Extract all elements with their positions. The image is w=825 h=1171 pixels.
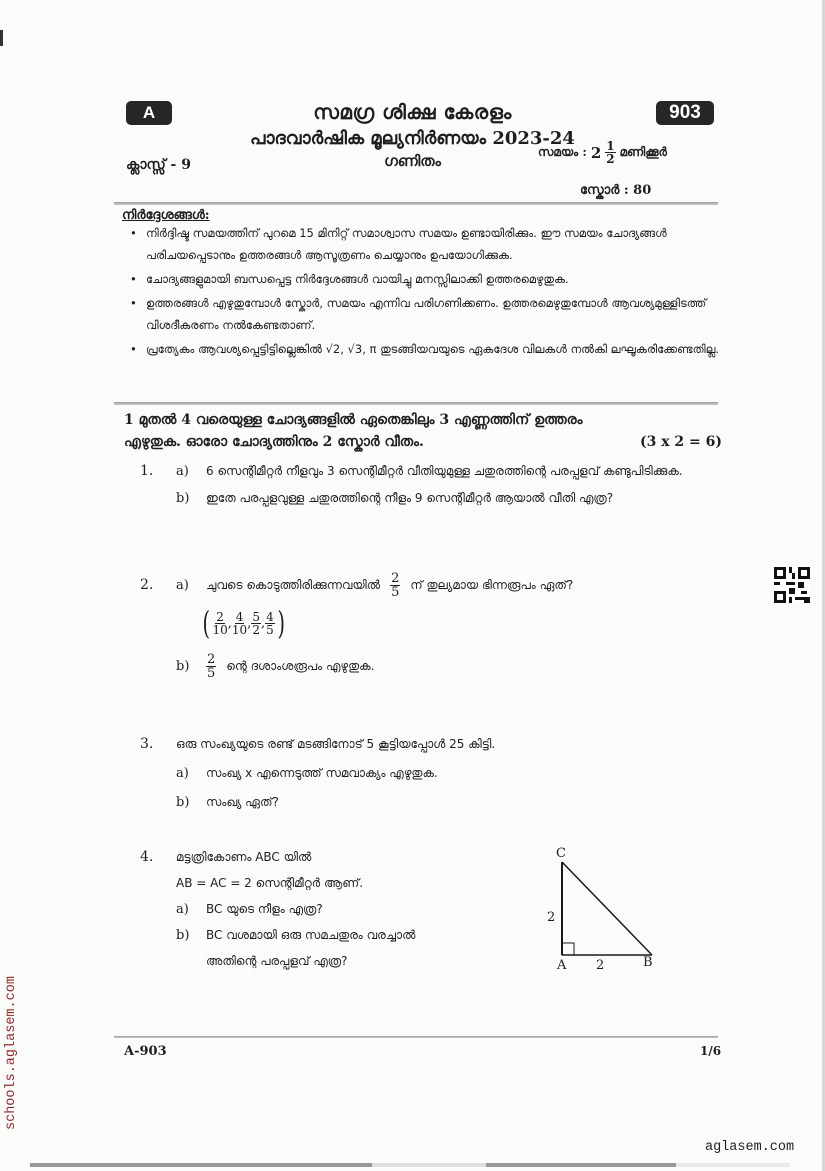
question-text: BC യുടെ നീളം എത്ര? (206, 902, 323, 916)
question-3 (140, 733, 725, 814)
paren-open: ( (202, 604, 210, 642)
question-stem: മട്ടത്രികോണം ABC യിൽ (176, 850, 312, 864)
watermark-vertical: schools.aglasem.com (4, 976, 19, 1130)
side-ac-label: 2 (547, 910, 556, 925)
paper-code-badge: 903 (656, 101, 714, 125)
part-label: a) (176, 902, 189, 917)
divider (114, 402, 718, 405)
footer-paper-code: A-903 (124, 1044, 167, 1059)
question-4 (140, 846, 540, 973)
bullet-icon: • (130, 342, 137, 356)
fraction: $\frac{2}{5}$ (207, 652, 216, 681)
exam-title: പാദവാർഷിക മൂല്യനിർണയം 2023-24 (250, 128, 575, 149)
watermark-bottom: aglasem.com (705, 1140, 795, 1155)
bullet-icon: • (130, 226, 137, 240)
time-allowed (538, 140, 667, 165)
total-score: സ്കോർ : 80 (580, 183, 652, 198)
part-label: b) (176, 928, 190, 943)
question-text: 6 സെന്റിമീറ്റർ നീളവും 3 സെന്റിമീറ്റർ വീതിയുമുള്ള ചതുരത്തിന്റെ പരപ്പളവ് കണ്ടുപിടിക്കുക. (206, 464, 683, 478)
option-fraction: $\frac{4}{10}$ (231, 609, 248, 637)
question-number: 3. (140, 736, 154, 752)
question-text: ന്റെ ദശാംശരൂപം എഴുതുക. (226, 659, 375, 673)
time-unit: മണിക്കൂർ (619, 145, 667, 159)
subject-title: ഗണിതം (384, 152, 441, 170)
time-label: സമയം : (538, 145, 587, 159)
side-ab-label: 2 (596, 958, 605, 973)
instruction-item: • പ്രത്യേകം ആവശ്യപ്പെട്ടിട്ടില്ലെങ്കിൽ √2, √3, π തുടങ്ങിയവയുടെ ഏകദേശ വിലകൾ നൽകി ലഘൂകരിക്കേണ്ടതില്ല. (130, 338, 720, 360)
instruction-item: • ചോദ്യങ്ങളുമായി ബന്ധപ്പെട്ട നിർദ്ദേശങ്ങൾ വായിച്ചു മനസ്സിലാക്കി ഉത്തരമെഴുതുക. (130, 268, 720, 290)
part-label: a) (176, 766, 189, 781)
time-fraction-denominator: 2 (606, 152, 615, 166)
question-number: 4. (140, 849, 154, 865)
part-label: a) (176, 578, 189, 593)
instruction-item: • നിർദ്ദിഷ്ട സമയത്തിന് പുറമെ 15 മിനിറ്റ് സമാശ്വാസ സമയം ഉണ്ടായിരിക്കും. ഈ സമയം ചോദ്യങ്ങൾ പരിചയപ്പെടാനും ഉത്തരങ്ങൾ ആസൂത്രണം ചെയ്യാനും ഉപയോഗിക്കുക. (130, 222, 720, 266)
bullet-icon: • (130, 296, 137, 310)
section-instruction-line1: 1 മുതൽ 4 വരെയുള്ള ചോദ്യങ്ങളിൽ ഏതെങ്കിലും 3 എണ്ണത്തിന് ഉത്തരം (124, 412, 583, 428)
question-stem: AB = AC = 2 സെന്റിമീറ്റർ ആണ്. (176, 876, 364, 890)
bullet-icon: • (130, 272, 137, 286)
section-instruction (124, 409, 722, 453)
question-number: 1. (140, 463, 154, 479)
part-label: b) (176, 659, 190, 674)
option-fraction: $\frac{5}{2}$ (252, 609, 260, 637)
question-text: ന് തുല്യമായ ഭിന്നരൂപം ഏത്? (410, 578, 574, 592)
fraction: $\frac{2}{5}$ (391, 571, 400, 600)
option-fraction: $\frac{2}{10}$ (212, 609, 228, 637)
organization-title: സമഗ്ര ശിക്ഷ കേരളം (313, 100, 512, 124)
instructions-heading: നിർദ്ദേശങ്ങൾ: (122, 208, 210, 223)
qr-code-icon (774, 566, 810, 604)
part-label: b) (176, 795, 190, 810)
scan-artifact (30, 1163, 790, 1167)
option-fraction: $\frac{4}{5}$ (266, 609, 274, 637)
divider (114, 202, 718, 205)
page-number: 1/6 (700, 1044, 722, 1058)
part-label: b) (176, 491, 190, 506)
question-2 (140, 572, 725, 680)
instructions-list (130, 222, 720, 362)
vertex-c-label: C (556, 846, 566, 861)
question-stem: ഒരു സംഖ്യയുടെ രണ്ട് മടങ്ങിനോട് 5 കൂട്ടിയപ്പോൾ 25 കിട്ടി. (176, 737, 496, 751)
question-text: സംഖ്യ x എന്നെടുത്ത് സമവാക്യം എഴുതുക. (206, 766, 438, 780)
paren-close: ) (277, 604, 285, 642)
class-label: ക്ലാസ്സ് - 9 (126, 157, 191, 173)
question-text: സംഖ്യ ഏത്? (206, 795, 279, 809)
time-whole: 2 (590, 143, 602, 162)
set-badge: A (126, 101, 172, 125)
question-number: 2. (140, 577, 154, 593)
question-text: ചുവടെ കൊടുത്തിരിക്കുന്നവയിൽ (206, 578, 381, 592)
time-fraction (605, 140, 615, 165)
answer-options: ( $\frac{2}{10}$ , $\frac{4}{10}$ , $\frac{5}{2}$ , $\frac{4}{5}$ ) (202, 604, 285, 642)
scan-artifact (0, 30, 3, 46)
vertex-a-label: A (557, 958, 567, 973)
time-fraction-numerator: 1 (606, 139, 615, 153)
question-1 (140, 460, 725, 510)
question-text: അതിന്റെ പരപ്പളവ് എത്ര? (206, 954, 348, 968)
question-text: BC വശമായി ഒരു സമചതുരം വരച്ചാൽ (206, 928, 416, 942)
instruction-item: • ഉത്തരങ്ങൾ എഴുതുമ്പോൾ സ്കോർ, സമയം എന്നിവ പരിഗണിക്കണം. ഉത്തരമെഴുതുമ്പോൾ ആവശ്യമുള്ളിടത്ത് വിശദീകരണം നൽകേണ്ടതാണ്. (130, 292, 720, 336)
section-marks: (3 x 2 = 6) (639, 434, 722, 450)
divider (114, 1036, 718, 1038)
part-label: a) (176, 464, 189, 479)
section-instruction-line2: എഴുതുക. ഓരോ ചോദ്യത്തിനും 2 സ്കോർ വീതം. (124, 434, 424, 450)
question-text: ഇതേ പരപ്പളവുള്ള ചതുരത്തിന്റെ നീളം 9 സെന്റിമീറ്റർ ആയാൽ വീതി എത്ര? (206, 491, 614, 505)
vertex-b-label: B (643, 955, 653, 970)
